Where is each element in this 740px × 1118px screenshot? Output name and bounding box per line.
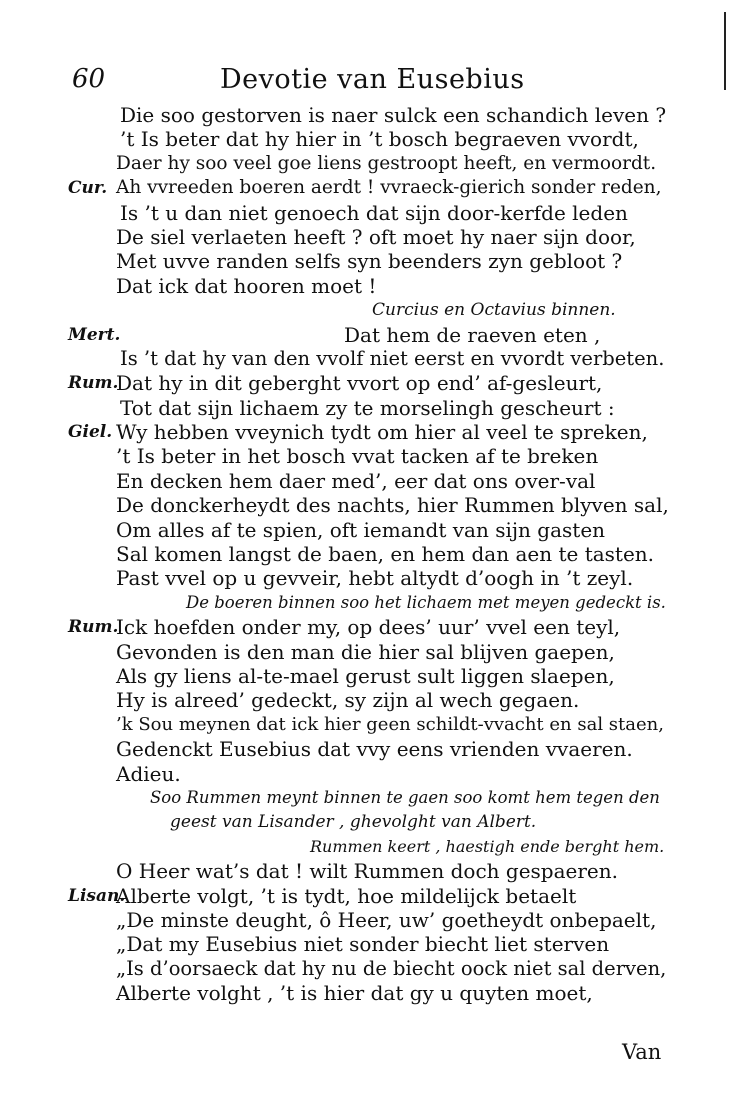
verse-line bbox=[0, 908, 740, 932]
verse-line bbox=[0, 225, 740, 249]
verse-text: „Dat my Eusebius niet sonder biecht liet sterven bbox=[116, 932, 610, 957]
speaker-label: Rum. bbox=[68, 373, 119, 394]
verse-text: De donckerheydt des nachts, hier Rummen blyven sal, bbox=[116, 493, 669, 518]
verse-line bbox=[0, 347, 740, 371]
verse-line bbox=[0, 396, 740, 420]
verse-text: Met uvve randen selfs syn beenders zyn gebloot ? bbox=[116, 249, 623, 274]
verse-text: „De minste deught, ô Heer, uw’ goetheydt onbepaelt, bbox=[116, 907, 657, 932]
verse-text: Hy is alreed’ gedeckt, sy zijn al wech gegaen. bbox=[116, 688, 580, 713]
stage-direction-line bbox=[0, 810, 740, 834]
verse-line bbox=[0, 420, 740, 444]
verse-line bbox=[0, 152, 740, 176]
verse-line bbox=[0, 274, 740, 298]
verse-text: Adieu. bbox=[116, 761, 181, 786]
verse-text: Wy hebben vveynich tydt om hier al veel te spreken, bbox=[116, 420, 648, 445]
verse-line bbox=[0, 371, 740, 395]
verse-text: Is ’t dat hy van den vvolf niet eerst en vvordt verbeten. bbox=[120, 346, 665, 370]
catchword: Van bbox=[622, 1040, 662, 1064]
verse-line bbox=[0, 859, 740, 883]
stage-direction-text: De boeren binnen soo het lichaem met meyen gedeckt is. bbox=[186, 592, 666, 612]
verse-text: Tot dat sijn lichaem zy te morselingh gescheurt : bbox=[120, 395, 615, 420]
verse-line bbox=[0, 615, 740, 639]
running-title: Devotie van Eusebius bbox=[220, 64, 525, 95]
verse-text: Dat hem de raeven eten , bbox=[344, 322, 601, 347]
speaker-label: Rum. bbox=[68, 617, 119, 638]
speaker-label: Lisan. bbox=[68, 885, 126, 906]
stage-direction-text: Soo Rummen meynt binnen te gaen soo komt hem tegen den bbox=[150, 787, 660, 807]
verse-line bbox=[0, 201, 740, 225]
verse-text: Past vvel op u gevveir, hebt altydt d’oogh in ’t zeyl. bbox=[116, 566, 634, 591]
verse-text: O Heer wat’s dat ! wilt Rummen doch gespaeren. bbox=[116, 859, 618, 884]
text-block bbox=[0, 103, 740, 1005]
stage-direction-text: geest van Lisander , ghevolght van Albert. bbox=[170, 812, 537, 833]
verse-line bbox=[0, 176, 740, 200]
verse-line bbox=[0, 444, 740, 468]
page-edge-rule bbox=[724, 12, 726, 90]
speaker-label: Cur. bbox=[68, 178, 108, 199]
verse-line bbox=[0, 493, 740, 517]
speaker-label: Mert. bbox=[68, 324, 121, 345]
verse-text: Om alles af te spien, oft iemandt van sijn gasten bbox=[116, 517, 606, 542]
verse-line bbox=[0, 762, 740, 786]
verse-text: En decken hem daer med’, eer dat ons over-val bbox=[116, 468, 596, 493]
verse-line bbox=[0, 103, 740, 127]
verse-line bbox=[0, 957, 740, 981]
verse-line bbox=[0, 566, 740, 590]
stage-direction-line bbox=[0, 786, 740, 810]
stage-direction-text: Rummen keert , haestigh ende berght hem. bbox=[310, 836, 665, 856]
stage-direction-line bbox=[0, 298, 740, 322]
verse-line bbox=[0, 542, 740, 566]
verse-text: Daer hy soo veel goe liens gestroopt heeft, en vermoordt. bbox=[116, 152, 657, 174]
verse-text: Alberte volght , ’t is hier dat gy u quyten moet, bbox=[116, 981, 593, 1006]
verse-text: Als gy liens al-te-mael gerust sult liggen slaepen, bbox=[116, 663, 615, 688]
verse-line bbox=[0, 713, 740, 737]
verse-line bbox=[0, 688, 740, 712]
verse-text: Gedenckt Eusebius dat vvy eens vrienden vvaeren. bbox=[116, 737, 633, 762]
verse-line bbox=[0, 518, 740, 542]
page-header bbox=[60, 64, 680, 104]
verse-line bbox=[0, 323, 740, 347]
verse-text: Dat ick dat hooren moet ! bbox=[116, 273, 377, 298]
verse-text: „Is d’oorsaeck dat hy nu de biecht oock niet sal derven, bbox=[116, 956, 667, 980]
verse-text: Dat hy in dit geberght vvort op end’ af-gesleurt, bbox=[116, 371, 603, 396]
stage-direction-line bbox=[0, 591, 740, 615]
verse-text: ’t Is beter dat hy hier in ’t bosch begraeven vvordt, bbox=[120, 127, 639, 152]
verse-line bbox=[0, 127, 740, 151]
verse-text: Alberte volgt, ’t is tydt, hoe mildelijck betaelt bbox=[116, 883, 577, 908]
stage-direction-text: Curcius en Octavius binnen. bbox=[372, 300, 616, 321]
verse-text: De siel verlaeten heeft ? oft moet hy naer sijn door, bbox=[116, 224, 636, 249]
verse-text: ’k Sou meynen dat ick hier geen schildt-vvacht en sal staen, bbox=[116, 713, 664, 735]
verse-line bbox=[0, 981, 740, 1005]
verse-line bbox=[0, 249, 740, 273]
verse-text: Ick hoefden onder my, op dees’ uur’ vvel een teyl, bbox=[116, 615, 621, 640]
speaker-label: Giel. bbox=[68, 422, 113, 443]
page-number: 60 bbox=[72, 64, 106, 94]
verse-line bbox=[0, 469, 740, 493]
verse-text: Sal komen langst de baen, en hem dan aen te tasten. bbox=[116, 542, 655, 567]
verse-text: Die soo gestorven is naer sulck een schandich leven ? bbox=[120, 103, 667, 127]
verse-text: ’t Is beter in het bosch vvat tacken af te breken bbox=[116, 444, 599, 469]
verse-line bbox=[0, 884, 740, 908]
stage-direction-line bbox=[0, 835, 740, 859]
verse-line bbox=[0, 737, 740, 761]
verse-text: Is ’t u dan niet genoech dat sijn door-kerfde leden bbox=[120, 200, 628, 225]
verse-text: Ah vvreeden boeren aerdt ! vvraeck-gierich sonder reden, bbox=[116, 177, 662, 199]
verse-line bbox=[0, 932, 740, 956]
verse-text: Gevonden is den man die hier sal blijven gaepen, bbox=[116, 639, 615, 664]
verse-line bbox=[0, 664, 740, 688]
verse-line bbox=[0, 640, 740, 664]
